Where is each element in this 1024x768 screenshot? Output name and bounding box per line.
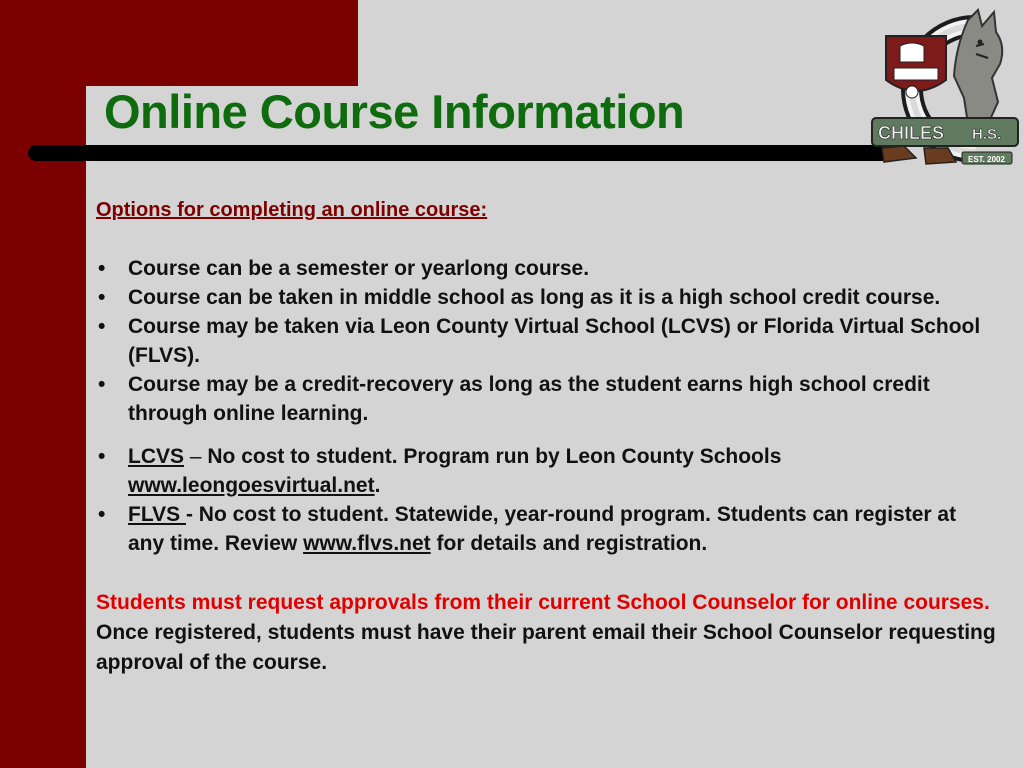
list-item: • Course can be a semester or yearlong course.	[96, 254, 996, 283]
logo-est-text: EST. 2002	[968, 155, 1005, 164]
approval-note	[96, 588, 996, 678]
flvs-link[interactable]: FLVS	[128, 503, 186, 526]
options-subheading: Options for completing an online course:	[96, 199, 488, 221]
flvs-item	[96, 500, 996, 558]
flvs-text: No cost to student. Statewide, year-round program. Students can register at any time. Review	[128, 503, 957, 555]
leongoesvirtual-link[interactable]: www.leongoesvirtual.net	[128, 474, 375, 497]
lcvs-text: No cost to student. Program run by Leon County Schools	[207, 445, 782, 468]
list-item: • Course may be a credit-recovery as long as the student earns high school credit through online learning.	[96, 370, 996, 428]
lcvs-dash: –	[184, 445, 208, 468]
approval-note-red: Students must request approvals from their current School Counselor for online courses.	[96, 591, 990, 614]
flvs-website-link[interactable]: www.flvs.net	[303, 532, 431, 555]
lcvs-link[interactable]: LCVS	[128, 445, 185, 468]
lcvs-period: .	[374, 474, 381, 497]
slide-body	[96, 196, 996, 678]
options-list	[96, 254, 996, 428]
logo-text: CHILES	[878, 123, 945, 143]
title-divider	[28, 145, 890, 161]
slide-title: Online Course Information	[104, 85, 685, 138]
left-accent-bar	[0, 0, 86, 768]
flvs-dash: -	[185, 503, 199, 526]
lcvs-item	[96, 442, 996, 500]
chiles-hs-logo	[864, 6, 1020, 174]
program-list	[96, 442, 996, 558]
approval-note-black: Once registered, students must have their parent email their School Counselor requesting approval of the course.	[96, 621, 996, 674]
logo-hs-text: H.S.	[972, 126, 1002, 143]
list-item: • Course may be taken via Leon County Virtual School (LCVS) or Florida Virtual School (FLVS).	[96, 312, 996, 370]
top-accent-bar	[0, 0, 358, 86]
flvs-text-after: for details and registration.	[430, 532, 708, 555]
list-item: • Course can be taken in middle school as long as it is a high school credit course.	[96, 283, 996, 312]
